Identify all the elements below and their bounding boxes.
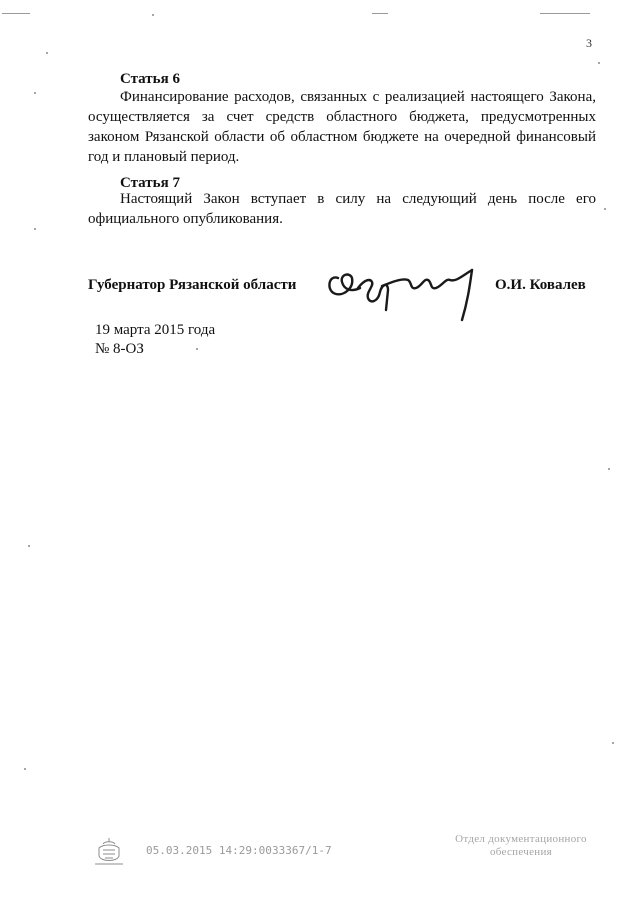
- scan-artifact: [46, 52, 48, 54]
- article-6-body: Финансирование расходов, связанных с реализацией настоящего Закона, осуществляется за счет средств областного бюджета, предусмотренных законом Рязанской области об областном бюджете на очередной финансовый год и плановый период.: [88, 89, 596, 165]
- document-date: 19 марта 2015 года: [95, 322, 216, 338]
- article-7-heading: Статья 7: [120, 175, 180, 191]
- scan-artifact: [608, 468, 610, 470]
- coat-of-arms-icon: [93, 836, 125, 866]
- governor-title: Губернатор Рязанской области: [88, 277, 297, 293]
- scan-artifact: [34, 228, 36, 230]
- scan-artifact: [612, 742, 614, 744]
- scan-artifact: [24, 768, 26, 770]
- scan-artifact: [152, 14, 154, 16]
- scan-artifact: [540, 13, 590, 14]
- scan-artifact: [372, 13, 388, 14]
- scan-artifact: [598, 62, 600, 64]
- article-6-heading: Статья 6: [120, 71, 180, 87]
- scan-artifact: [28, 545, 30, 547]
- scan-artifact: [196, 348, 198, 350]
- article-7-body: Настоящий Закон вступает в силу на следующий день после его официального опубликования.: [88, 191, 596, 227]
- governor-name: О.И. Ковалев: [495, 277, 586, 293]
- handwritten-signature: [322, 262, 482, 324]
- stamp-timestamp: 05.03.2015 14:29:00: [146, 844, 272, 857]
- stamp-document-id: 33367/1-7: [272, 844, 332, 857]
- page-number: 3: [586, 36, 592, 50]
- scan-artifact: [34, 92, 36, 94]
- scan-artifact: [2, 13, 30, 14]
- scan-artifact: [604, 208, 606, 210]
- stamp-department: Отдел документационного обеспечения: [455, 833, 587, 858]
- document-number: № 8-ОЗ: [95, 341, 144, 357]
